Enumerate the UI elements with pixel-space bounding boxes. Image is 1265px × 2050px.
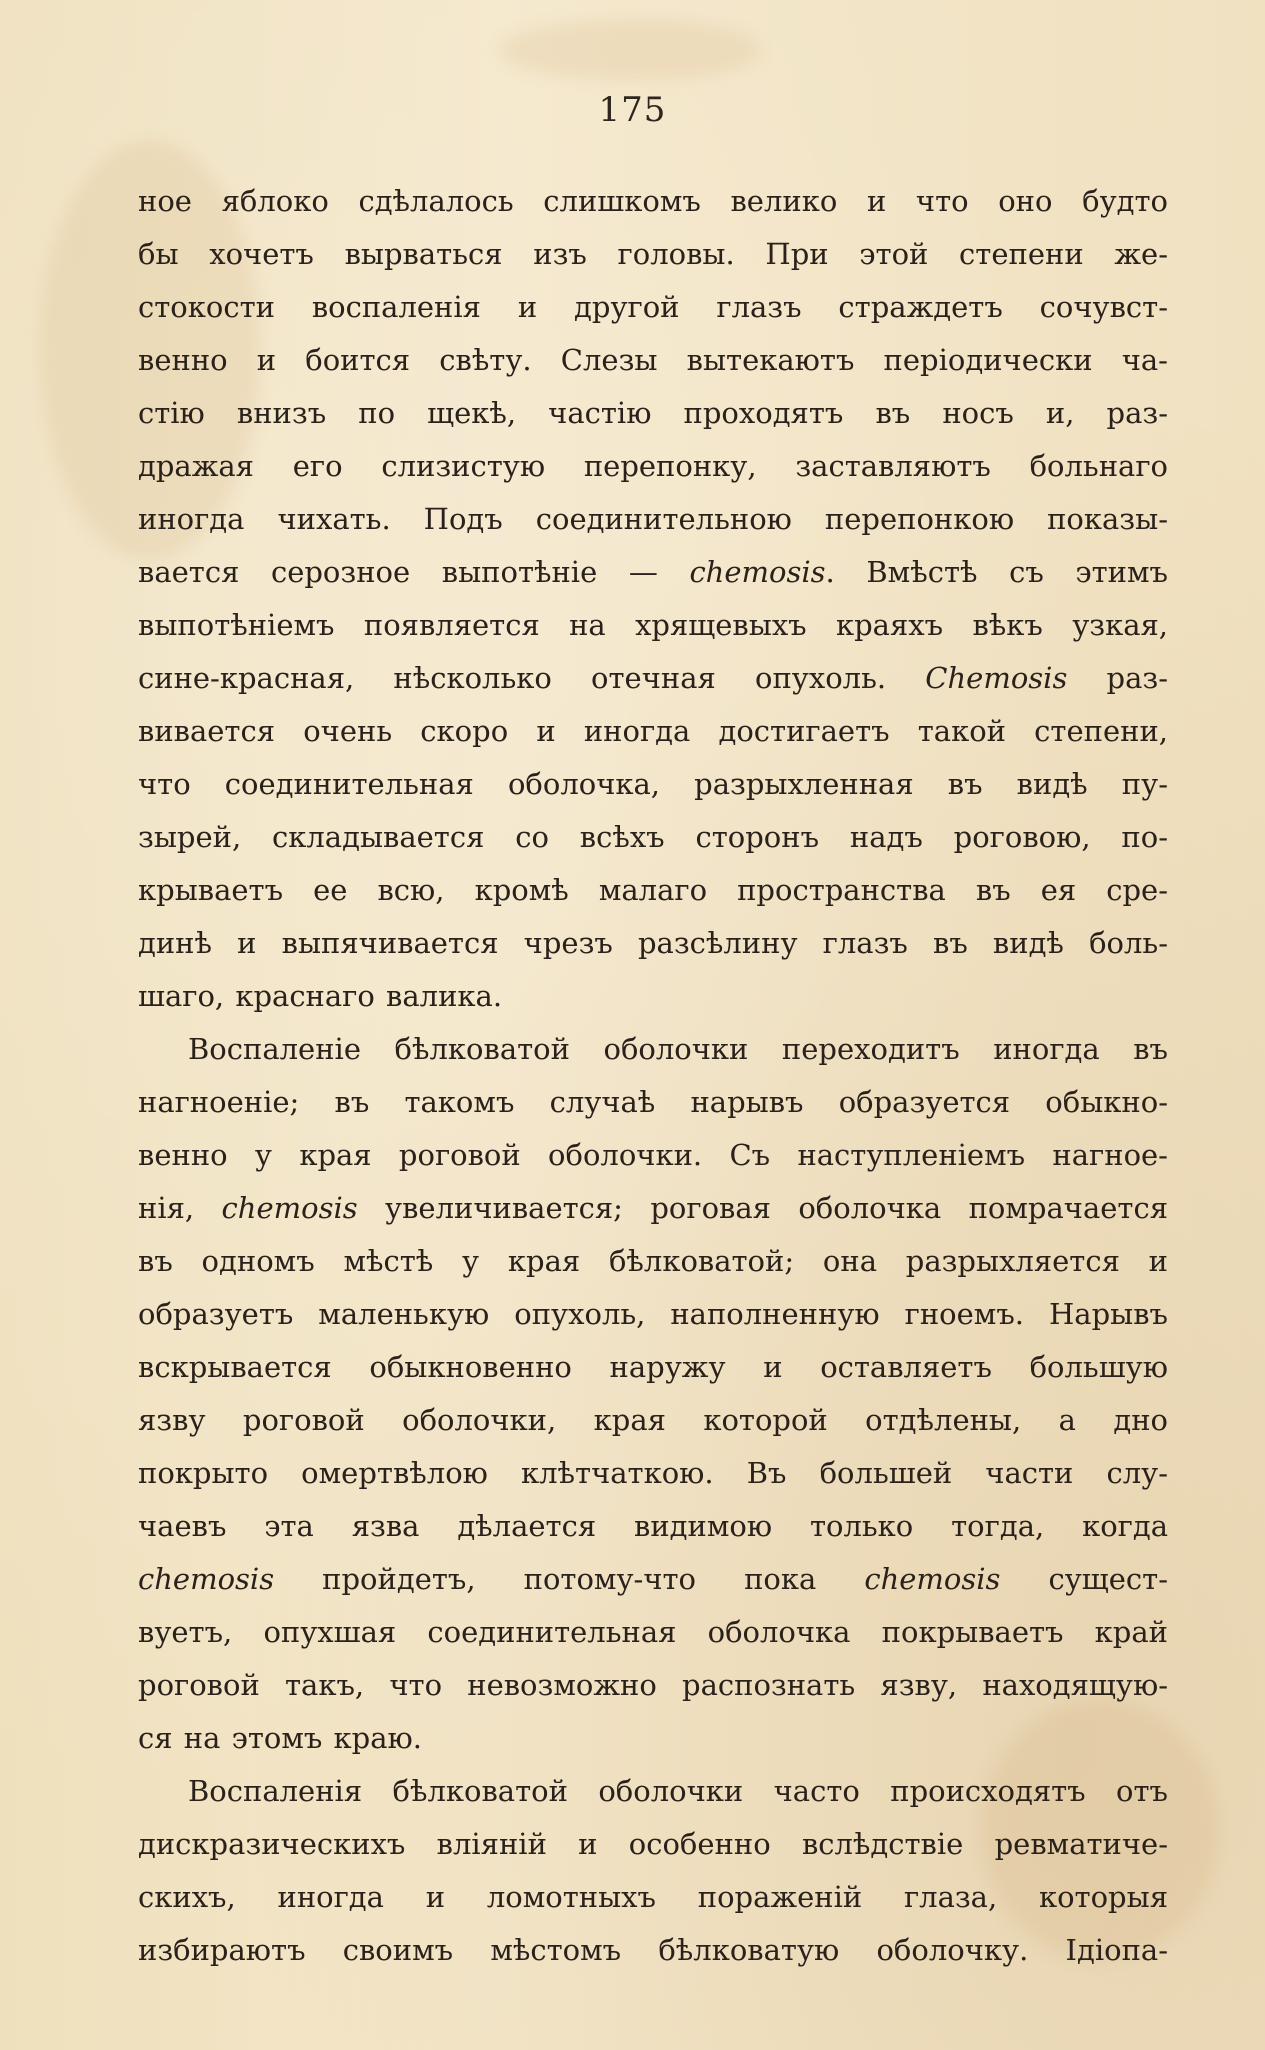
text-line: стокости воспаленія и другой глазъ страждетъ сочувст-	[138, 290, 1168, 324]
text-line: вскрывается обыкновенно наружу и оставляетъ большую	[138, 1350, 1168, 1384]
text-line: сине-красная, нѣсколько отечная опухоль. Chemosis раз-	[138, 661, 1168, 695]
text-line: венно и боится свѣту. Слезы вытекаютъ періодически ча-	[138, 343, 1168, 377]
text-line: выпотѣніемъ появляется на хрящевыхъ краяхъ вѣкъ узкая,	[138, 608, 1168, 642]
body-text	[138, 175, 1168, 1977]
text-line: динѣ и выпячивается чрезъ разсѣлину глазъ въ видѣ боль-	[138, 926, 1168, 960]
text-line: венно у края роговой оболочки. Съ наступленіемъ нагное-	[138, 1138, 1168, 1172]
paragraph-3	[138, 1765, 1168, 1977]
text-line: зырей, складывается со всѣхъ сторонъ надъ роговою, по-	[138, 820, 1168, 854]
text-line: ся на этомъ краю.	[138, 1721, 423, 1755]
text-line: роговой такъ, что невозможно распознать язву, находящую-	[138, 1668, 1168, 1702]
text-line: Воспаленія бѣлковатой оболочки часто происходятъ отъ	[188, 1774, 1168, 1808]
text-line: вуетъ, опухшая соединительная оболочка покрываетъ край	[138, 1615, 1168, 1649]
text-line: крываетъ ее всю, кромѣ малаго пространства въ ея сре-	[138, 873, 1168, 907]
paragraph-1	[138, 175, 1168, 1023]
text-line: вается серозное выпотѣніе — chemosis. Вмѣстѣ съ этимъ	[138, 555, 1168, 589]
text-line: въ одномъ мѣстѣ у края бѣлковатой; она разрыхляется и	[138, 1244, 1168, 1278]
text-line: иногда чихать. Подъ соединительною перепонкою показы-	[138, 502, 1168, 536]
text-line: чаевъ эта язва дѣлается видимою только тогда, когда	[138, 1509, 1168, 1543]
paper-stain	[500, 20, 760, 80]
text-line: нагноеніе; въ такомъ случаѣ нарывъ образуется обыкно-	[138, 1085, 1168, 1119]
text-line: стію внизъ по щекѣ, частію проходятъ въ носъ и, раз-	[138, 396, 1168, 430]
text-line: ное яблоко сдѣлалось слишкомъ велико и что оно будто	[138, 184, 1168, 218]
text-line: нія, chemosis увеличивается; роговая оболочка помрачается	[138, 1191, 1168, 1225]
text-line: что соединительная оболочка, разрыхленная въ видѣ пу-	[138, 767, 1168, 801]
text-line: шаго, краснаго валика.	[138, 979, 503, 1013]
text-line: chemosis пройдетъ, потому-что пока chemosis сущест-	[138, 1562, 1169, 1596]
text-line: образуетъ маленькую опухоль, наполненную гноемъ. Нарывъ	[138, 1297, 1168, 1331]
text-line: покрыто омертвѣлою клѣтчаткою. Въ большей части слу-	[138, 1456, 1168, 1490]
text-line: скихъ, иногда и ломотныхъ пораженій глаза, которыя	[138, 1880, 1168, 1914]
text-line: язву роговой оболочки, края которой отдѣлены, а дно	[138, 1403, 1168, 1437]
text-line: дискразическихъ вліяній и особенно вслѣдствіе ревматиче-	[138, 1827, 1168, 1861]
text-line: избираютъ своимъ мѣстомъ бѣлковатую оболочку. Ідіопа-	[138, 1933, 1168, 1967]
page-number: 175	[598, 90, 667, 130]
paragraph-2	[138, 1023, 1168, 1765]
text-line: вивается очень скоро и иногда достигаетъ такой степени,	[138, 714, 1168, 748]
text-line: Воспаленіе бѣлковатой оболочки переходитъ иногда въ	[188, 1032, 1168, 1066]
text-line: бы хочетъ вырваться изъ головы. При этой степени же-	[138, 237, 1168, 271]
text-line: дражая его слизистую перепонку, заставляютъ больнаго	[138, 449, 1168, 483]
